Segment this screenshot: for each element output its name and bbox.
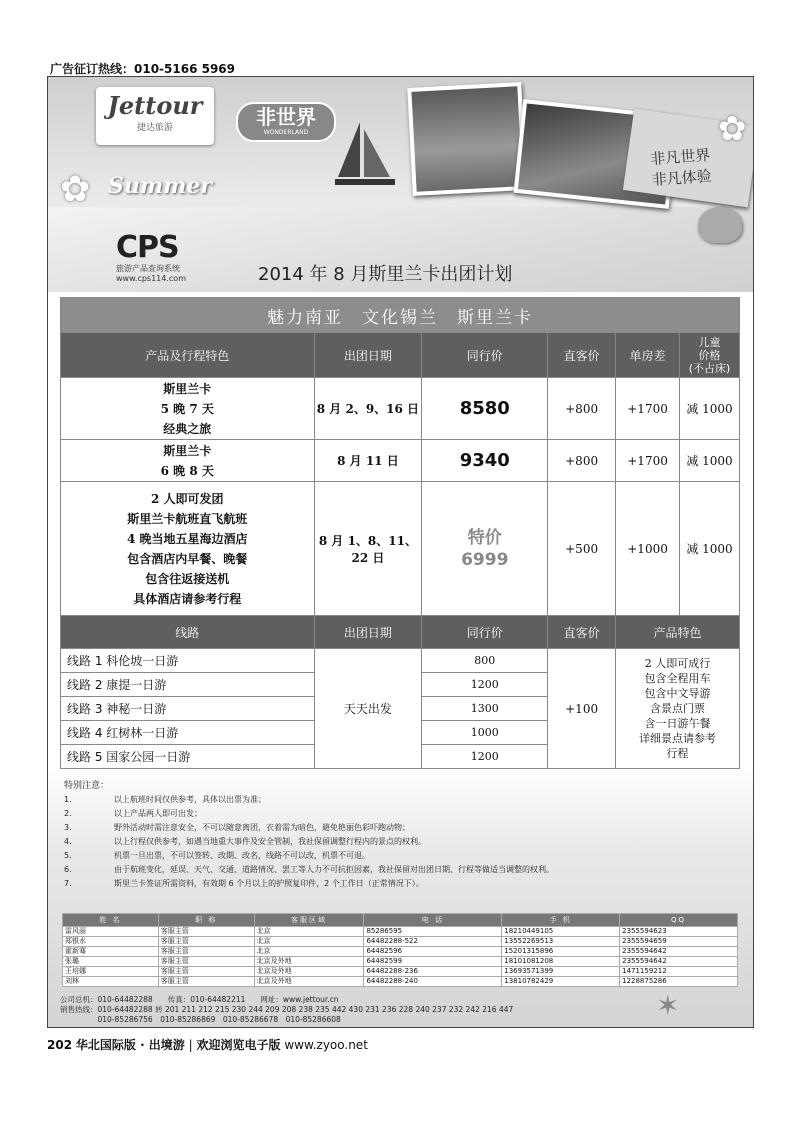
contact-cell: 64482596: [364, 947, 502, 957]
wonderland-logo: [236, 102, 336, 142]
contact-header: 手 机: [502, 914, 620, 927]
contact-cell: 客服主管: [158, 967, 254, 977]
feature-line: 包含往返接送机: [145, 571, 230, 586]
contact-row: [63, 967, 738, 977]
note-number: 5.: [64, 851, 72, 860]
note-number: 4.: [64, 837, 72, 846]
contact-row: [63, 927, 738, 937]
contact-cell: 13552269513: [502, 937, 620, 947]
header-feature: 产品及行程特色: [61, 333, 315, 378]
contact-cell: 北京及外地: [254, 977, 364, 987]
note-number: 3.: [64, 823, 72, 832]
note-text: 斯里兰卡签证所需资料，有效期 6 个月以上的护照复印件，2 个工作日（正常情况下）。: [114, 879, 424, 888]
wonderland-logo-text: 非世界: [256, 105, 316, 129]
header-route-date: 出团日期: [314, 616, 422, 649]
contact-cell: 客服主管: [158, 937, 254, 947]
note-number: 7.: [64, 879, 72, 888]
table-row: [61, 482, 740, 616]
special-notes: [64, 779, 744, 891]
tour-date-2: 22 日: [351, 550, 385, 565]
header-peer-price: 同行价: [422, 333, 548, 378]
feature-line: 4 晚当地五星海边酒店: [126, 531, 248, 546]
single-room: +1000: [616, 482, 680, 616]
tour-date: 8 月 11 日: [314, 440, 422, 482]
feature-line: 斯里兰卡航班直飞航班: [127, 511, 248, 526]
route-feature-line: 含景点门票: [650, 702, 706, 715]
note-text: 野外活动时需注意安全，不可以随意离团，衣着需为暗色，避免艳丽色彩吓跑动物；: [114, 823, 410, 832]
contact-row: [63, 937, 738, 947]
cps-subtitle-2: www.cps114.com: [116, 274, 186, 283]
slogan: [650, 145, 713, 191]
slogan-line-2: 非凡体验: [651, 166, 713, 190]
single-room: +1700: [616, 440, 680, 482]
sailboat-icon: [330, 117, 400, 197]
cps-subtitle-1: 旅游产品查询系统: [116, 264, 180, 273]
route-feature-line: 行程: [666, 747, 689, 760]
contact-cell: 客服主管: [158, 947, 254, 957]
note-item: [64, 863, 744, 877]
contact-cell: 北京: [254, 927, 364, 937]
contact-cell: 13693571399: [502, 967, 620, 977]
feature-line: 斯里兰卡: [163, 443, 212, 458]
table-row: [61, 649, 740, 673]
contact-cell: 客服主管: [158, 957, 254, 967]
wonderland-logo-sub: WONDERLAND: [263, 129, 309, 136]
photo-stilt-fisherman: [407, 82, 526, 196]
header-child-1: 儿童: [698, 335, 721, 349]
contact-row: [63, 947, 738, 957]
seashell-icon: [698, 207, 742, 243]
contact-header: 电 话: [364, 914, 502, 927]
contact-cell: 64482288-236: [364, 967, 502, 977]
advertisement-frame: [47, 76, 754, 1028]
feature-line: 2 人即可发团: [150, 491, 224, 506]
note-text: 机票一旦出票，不可以签转、改期、改名，线路不可以改，机票不可退。: [114, 851, 370, 860]
tour-feature: [61, 378, 315, 440]
table-banner: 魅力南亚 文化锡兰 斯里兰卡: [61, 298, 740, 333]
note-number: 2.: [64, 809, 72, 818]
company-line-2: 销售热线：010-64482288 转 201 211 212 215 230 244 209 208 238 235 442 430 231 236 228 240 237 232 242 216 447: [60, 1005, 514, 1014]
contact-cell: 1471159212: [620, 967, 738, 977]
company-contact: [60, 995, 513, 1025]
contact-cell: 64482288-522: [364, 937, 502, 947]
notes-title: 特别注意：: [64, 781, 110, 791]
page-number: 202: [47, 1038, 73, 1052]
contact-cell: 85286595: [364, 927, 502, 937]
cps-logo: CPS: [116, 230, 179, 265]
contact-cell: 13810782429: [502, 977, 620, 987]
note-number: 1.: [64, 795, 72, 804]
single-room: +1700: [616, 378, 680, 440]
jettour-logo-name: Jettour: [107, 91, 203, 120]
footer-url: www.zyoo.net: [284, 1038, 368, 1052]
ad-hotline: 广告征订热线：010-5166 5969: [50, 62, 236, 76]
jettour-logo: [96, 87, 214, 145]
contact-cell: 2355594642: [620, 957, 738, 967]
table-row: [61, 378, 740, 440]
note-text: 以上产品两人即可出发；: [114, 809, 202, 818]
peer-price: 9340: [422, 440, 548, 482]
child-price: 减 1000: [680, 378, 740, 440]
contact-cell: 18210449105: [502, 927, 620, 937]
section-name: 华北国际版 · 出境游: [75, 1038, 185, 1052]
contact-cell: 王培娜: [63, 967, 159, 977]
tour-date: [314, 482, 422, 616]
contact-cell: 18101081208: [502, 957, 620, 967]
feature-line: 6 晚 8 天: [160, 463, 214, 478]
note-text: 以上航班时间仅供参考，具体以出票为准；: [114, 795, 266, 804]
summer-label: Summer: [108, 173, 213, 199]
table-header-row: [61, 333, 740, 378]
contact-header: 客服区域: [254, 914, 364, 927]
route-price: 800: [422, 649, 548, 673]
contact-cell: 2355594642: [620, 947, 738, 957]
contact-header-row: [63, 914, 738, 927]
route-header-row: [61, 616, 740, 649]
header-single-room: 单房差: [616, 333, 680, 378]
feature-line: 包含酒店内早餐、晚餐: [127, 551, 248, 566]
contact-row: [63, 957, 738, 967]
contact-cell: 客服主管: [158, 977, 254, 987]
route-name: 线路 4 红树林一日游: [61, 721, 315, 745]
header-direct-price: 直客价: [548, 333, 616, 378]
feature-line: 斯里兰卡: [163, 381, 212, 396]
note-item: [64, 835, 744, 849]
special-label: 特价: [467, 527, 502, 548]
tour-feature: [61, 482, 315, 616]
route-name: 线路 1 科伦坡一日游: [61, 649, 315, 673]
contact-cell: 客服主管: [158, 927, 254, 937]
contact-cell: 郑银水: [63, 937, 159, 947]
contact-header: 职 称: [158, 914, 254, 927]
route-price: 1200: [422, 673, 548, 697]
header-banner: [48, 77, 753, 292]
contact-cell: 2355594659: [620, 937, 738, 947]
note-item: [64, 807, 744, 821]
company-line-3: 010-85286756 010-85286869 010-85286678 010-85286608: [60, 1015, 341, 1024]
route-date: 天天出发: [314, 649, 422, 769]
contact-cell: 北京: [254, 937, 364, 947]
note-item: [64, 849, 744, 863]
contact-cell: 1228875286: [620, 977, 738, 987]
contact-table: [62, 913, 738, 987]
flower-icon: ✿: [718, 109, 747, 149]
contact-cell: 霍新骞: [63, 947, 159, 957]
tour-date: 8 月 2、9、16 日: [314, 378, 422, 440]
route-price: 1000: [422, 721, 548, 745]
direct-price: +800: [548, 378, 616, 440]
header-route: 线路: [61, 616, 315, 649]
direct-price: +800: [548, 440, 616, 482]
tour-date-1: 8 月 1、8、11、: [318, 533, 417, 548]
contact-cell: 张璐: [63, 957, 159, 967]
header-route-peer-price: 同行价: [422, 616, 548, 649]
route-price: 1300: [422, 697, 548, 721]
contact-cell: 北京: [254, 947, 364, 957]
invite-text: 欢迎浏览电子版: [196, 1038, 281, 1052]
route-price: 1200: [422, 745, 548, 769]
contact-cell: 64482599: [364, 957, 502, 967]
contact-header: 姓 名: [63, 914, 159, 927]
contact-row: [63, 977, 738, 987]
note-text: 由于航班变化，延误、天气、交通、道路情况、罢工等人力不可抗拒因素，我社保留对出团日期、行程等做适当调整的权利。: [114, 865, 554, 874]
route-features: [616, 649, 740, 769]
route-feature-line: 2 人即可成行: [644, 657, 711, 670]
peer-price: 8580: [422, 378, 548, 440]
starfish-icon: ✶: [656, 989, 680, 1022]
direct-price: +500: [548, 482, 616, 616]
contact-header: QQ: [620, 914, 738, 927]
note-item: [64, 821, 744, 835]
child-price: 减 1000: [680, 440, 740, 482]
cps-subtitle: [116, 264, 186, 284]
route-feature-line: 含一日游午餐: [644, 717, 711, 730]
page-footer: [47, 1036, 368, 1053]
header-child-price: [680, 333, 740, 378]
feature-line: 经典之旅: [163, 421, 212, 436]
slogan-line-1: 非凡世界: [649, 145, 711, 169]
child-price: 减 1000: [680, 482, 740, 616]
route-name: 线路 3 神秘一日游: [61, 697, 315, 721]
header-child-3: (不占床): [688, 361, 731, 375]
route-name: 线路 5 国家公园一日游: [61, 745, 315, 769]
feature-line: 5 晚 7 天: [160, 401, 214, 416]
contact-cell: 15201315896: [502, 947, 620, 957]
table-banner-row: [61, 298, 740, 333]
feature-line: 具体酒店请参考行程: [133, 591, 242, 606]
company-line-1: 公司总机：010-64482288 传真：010-64482211 网址：www.jettour.cn: [60, 995, 339, 1004]
contact-cell: 雷风丽: [63, 927, 159, 937]
tour-schedule-table: [60, 297, 740, 769]
special-value: 6999: [461, 549, 509, 570]
note-text: 以上行程仅供参考，如遇当地重大事件及安全管制，我社保留调整行程内的景点的权利。: [114, 837, 426, 846]
contact-cell: 刘林: [63, 977, 159, 987]
note-item: [64, 793, 744, 807]
plan-title: 2014 年 8 月斯里兰卡出团计划: [258, 264, 513, 285]
contact-cell: 北京及外地: [254, 957, 364, 967]
footer-divider: |: [188, 1038, 193, 1052]
special-price: [422, 482, 548, 616]
jettour-logo-sub: 捷达旅游: [136, 123, 173, 133]
note-item: [64, 877, 744, 891]
header-date: 出团日期: [314, 333, 422, 378]
route-feature-line: 包含全程用车: [644, 672, 711, 685]
route-feature-line: 详细景点请参考: [639, 732, 717, 745]
route-feature-line: 包含中文导游: [644, 687, 711, 700]
header-route-direct-price: 直客价: [548, 616, 616, 649]
route-direct: +100: [548, 649, 616, 769]
flower-icon: ✿: [60, 169, 91, 210]
contact-cell: 北京及外地: [254, 967, 364, 977]
table-row: [61, 440, 740, 482]
header-child-2: 价格: [698, 348, 721, 362]
header-route-features: 产品特色: [616, 616, 740, 649]
tour-feature: [61, 440, 315, 482]
note-number: 6.: [64, 865, 72, 874]
contact-cell: 64482288-240: [364, 977, 502, 987]
route-name: 线路 2 康提一日游: [61, 673, 315, 697]
contact-cell: 2355594623: [620, 927, 738, 937]
